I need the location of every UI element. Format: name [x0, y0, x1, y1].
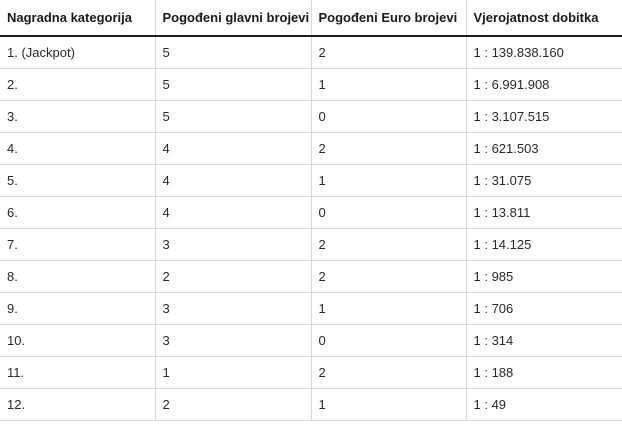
- cell-euro-numbers: 2: [311, 261, 466, 293]
- cell-main-numbers: 4: [155, 197, 311, 229]
- table-header: [0, 0, 622, 36]
- header-prize-category: Nagradna kategorija: [0, 0, 155, 36]
- table-row: [0, 36, 622, 69]
- cell-prize-category: 7.: [0, 229, 155, 261]
- cell-win-probability: 1 : 139.838.160: [466, 36, 622, 69]
- cell-euro-numbers: 2: [311, 36, 466, 69]
- cell-euro-numbers: 0: [311, 197, 466, 229]
- header-main-numbers: Pogođeni glavni brojevi: [155, 0, 311, 36]
- table-row: [0, 325, 622, 357]
- cell-win-probability: 1 : 985: [466, 261, 622, 293]
- cell-prize-category: 5.: [0, 165, 155, 197]
- cell-euro-numbers: 0: [311, 325, 466, 357]
- cell-main-numbers: 5: [155, 101, 311, 133]
- table-row: [0, 357, 622, 389]
- header-win-probability: Vjerojatnost dobitka: [466, 0, 622, 36]
- cell-prize-category: 3.: [0, 101, 155, 133]
- cell-euro-numbers: 1: [311, 69, 466, 101]
- cell-win-probability: 1 : 314: [466, 325, 622, 357]
- cell-euro-numbers: 1: [311, 165, 466, 197]
- cell-main-numbers: 3: [155, 325, 311, 357]
- cell-main-numbers: 4: [155, 133, 311, 165]
- cell-win-probability: 1 : 31.075: [466, 165, 622, 197]
- cell-euro-numbers: 0: [311, 101, 466, 133]
- cell-prize-category: 9.: [0, 293, 155, 325]
- table-row: [0, 101, 622, 133]
- cell-win-probability: 1 : 621.503: [466, 133, 622, 165]
- cell-prize-category: 10.: [0, 325, 155, 357]
- cell-main-numbers: 4: [155, 165, 311, 197]
- table-row: [0, 389, 622, 421]
- header-euro-numbers: Pogođeni Euro brojevi: [311, 0, 466, 36]
- cell-main-numbers: 3: [155, 229, 311, 261]
- cell-main-numbers: 5: [155, 69, 311, 101]
- table-row: [0, 229, 622, 261]
- cell-main-numbers: 2: [155, 261, 311, 293]
- cell-win-probability: 1 : 6.991.908: [466, 69, 622, 101]
- cell-main-numbers: 1: [155, 357, 311, 389]
- cell-prize-category: 2.: [0, 69, 155, 101]
- table-row: [0, 165, 622, 197]
- table-row: [0, 197, 622, 229]
- cell-euro-numbers: 1: [311, 389, 466, 421]
- cell-main-numbers: 2: [155, 389, 311, 421]
- cell-prize-category: 6.: [0, 197, 155, 229]
- cell-win-probability: 1 : 13.811: [466, 197, 622, 229]
- table-row: [0, 261, 622, 293]
- cell-euro-numbers: 2: [311, 229, 466, 261]
- cell-win-probability: 1 : 14.125: [466, 229, 622, 261]
- table-body: [0, 36, 622, 421]
- cell-win-probability: 1 : 706: [466, 293, 622, 325]
- cell-prize-category: 4.: [0, 133, 155, 165]
- cell-main-numbers: 5: [155, 36, 311, 69]
- table-row: [0, 293, 622, 325]
- cell-win-probability: 1 : 49: [466, 389, 622, 421]
- header-row: [0, 0, 622, 36]
- table-row: [0, 69, 622, 101]
- table-row: [0, 133, 622, 165]
- cell-prize-category: 11.: [0, 357, 155, 389]
- cell-win-probability: 1 : 188: [466, 357, 622, 389]
- cell-prize-category: 8.: [0, 261, 155, 293]
- cell-euro-numbers: 2: [311, 133, 466, 165]
- cell-main-numbers: 3: [155, 293, 311, 325]
- cell-euro-numbers: 2: [311, 357, 466, 389]
- cell-euro-numbers: 1: [311, 293, 466, 325]
- cell-prize-category: 12.: [0, 389, 155, 421]
- cell-win-probability: 1 : 3.107.515: [466, 101, 622, 133]
- cell-prize-category: 1. (Jackpot): [0, 36, 155, 69]
